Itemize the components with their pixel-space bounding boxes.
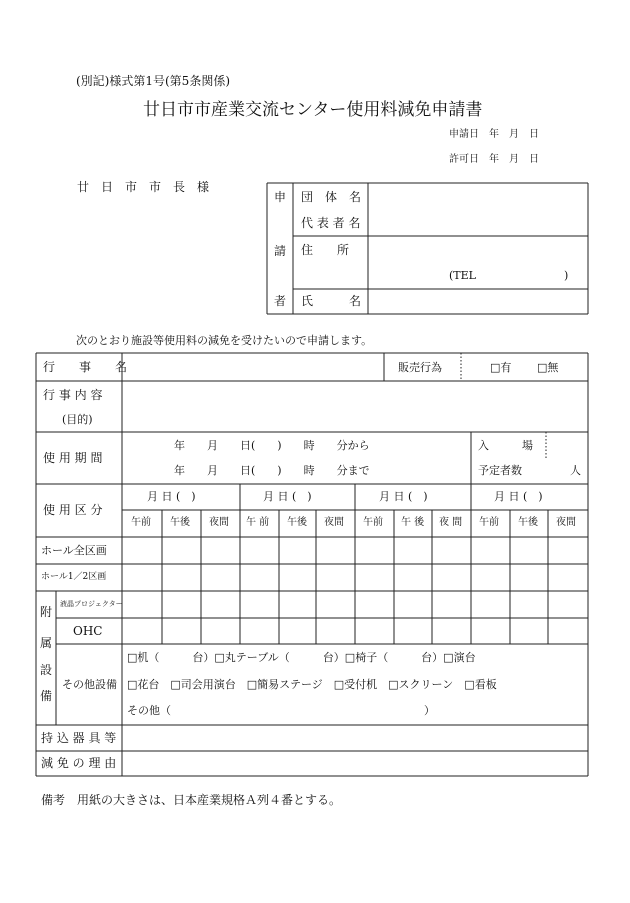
slot-label: 午 前 [246,517,270,528]
slot-label: 夜間 [556,517,576,528]
slot-label: 夜 間 [439,517,463,528]
day-label-2: 月 日 ( ) [263,490,312,503]
form-number-note: (別記)様式第1号(第5条関係) [76,74,230,88]
sales-no-checkbox: □無 [537,361,559,374]
permit-date-field: 許可日 年 月 日 [449,154,539,165]
slot-label: 夜間 [209,517,229,528]
applicant-col-label-1: 申 [274,190,287,204]
slot-label: 午後 [518,517,538,528]
org-name-label: 団 体 名 [301,190,362,204]
ohc-label: OHC [73,624,103,638]
projector-label: 液晶プロジェクター [60,600,123,608]
day-label-1: 月 日 ( ) [147,490,196,503]
equipment-line-1: □机（ 台）□丸テーブル（ 台）□椅子（ 台）□演台 [127,651,476,664]
intro-text: 次のとおり施設等使用料の減免を受けたいので申請します。 [76,334,373,347]
slot-label: 午 後 [401,517,425,528]
equipment-line-3: その他（ ） [127,704,435,717]
person-unit: 人 [570,464,581,477]
hall-half-label: ホール1／2区画 [41,572,107,582]
equipment-line-2: □花台 □司会用演台 □簡易ステージ □受付机 □スクリーン □看板 [127,678,497,691]
division-label: 使 用 区 分 [43,503,103,517]
day-label-4: 月 日 ( ) [494,490,543,503]
event-content-label: 行 事 内 容 [43,388,103,402]
hall-full-label: ホール全区画 [41,544,107,557]
applicant-col-label-2: 請 [274,244,287,258]
attached-label-3: 設 [40,663,53,677]
slot-label: 午後 [287,517,307,528]
slot-label: 午前 [131,517,151,528]
period-to-field: 年 月 日( ) 時 分まで [174,464,370,477]
attached-label-2: 属 [40,636,53,650]
slot-label: 午前 [479,517,499,528]
address-label: 住 所 [301,243,350,257]
addressee: 廿 日 市 市 長 様 [77,180,210,194]
day-label-3: 月 日 ( ) [379,490,428,503]
entry-label: 入 場 [478,439,533,452]
name-label: 氏 名 [301,294,362,308]
period-label: 使 用 期 間 [43,451,103,465]
other-equipment-label: その他設備 [62,678,117,691]
attached-label-4: 備 [40,689,53,703]
representative-label: 代 表 者 名 [301,216,361,230]
sales-label: 販売行為 [398,361,442,374]
apply-date-field: 申請日 年 月 日 [449,129,539,140]
slot-label: 午前 [363,517,383,528]
reason-label: 減 免 の 理 由 [41,756,117,770]
attached-label-1: 附 [40,605,53,619]
expected-count-label: 予定者数 [478,464,522,477]
form-title: 廿日市市産業交流センター使用料減免申請書 [143,100,483,120]
slot-label: 午後 [170,517,190,528]
footer-note: 備考 用紙の大きさは、日本産業規格Ａ列４番とする。 [41,793,342,807]
period-from-field: 年 月 日( ) 時 分から [174,439,370,452]
brought-items-label: 持 込 器 具 等 [41,731,117,745]
purpose-label: (目的) [62,413,93,426]
tel-field: (TEL ) [449,269,569,282]
applicant-col-label-3: 者 [274,294,287,308]
sales-yes-checkbox: □有 [490,361,512,374]
slot-label: 夜間 [324,517,344,528]
event-name-label: 行 事 名 [43,360,128,374]
